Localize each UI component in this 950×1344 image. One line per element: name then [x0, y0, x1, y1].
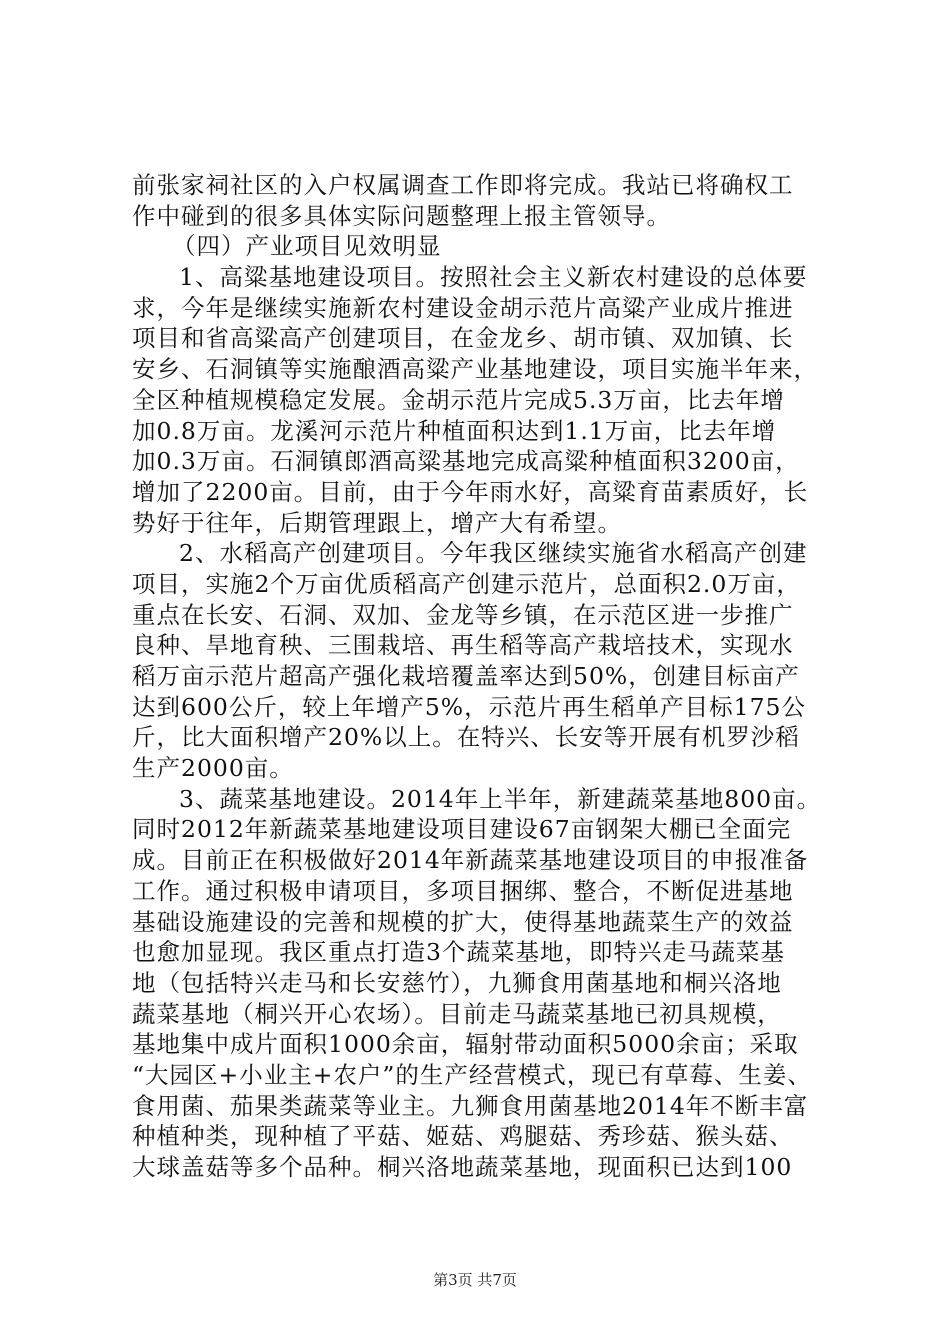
text-line: 重点在长安、石洞、双加、金龙等乡镇，在示范区进一步推广: [132, 600, 794, 629]
text-line: 增加了2200亩。目前，由于今年雨水好，高粱育苗素质好，长: [132, 477, 809, 506]
text-line: 稻万亩示范片超高产强化栽培覆盖率达到50%，创建目标亩产: [132, 662, 800, 690]
page-footer: [0, 1270, 950, 1290]
text-line: 项目，实施2个万亩优质稻高产创建示范片，总面积2.0万亩，: [132, 569, 801, 598]
text-line: 加0.3万亩。石洞镇郎酒高粱基地完成高粱种植面积3200亩，: [132, 447, 800, 476]
text-line: 前张家祠社区的入户权属调查工作即将完成。我站已将确权工: [132, 171, 794, 199]
section-heading: （四）产业项目见效明显: [172, 232, 442, 261]
text-line: 求，今年是继续实施新农村建设金胡示范片高粱产业成片推进: [132, 293, 794, 322]
text-line: 基础设施建设的完善和规模的扩大，使得基地蔬菜生产的效益: [132, 907, 794, 936]
text-line: 加0.8万亩。龙溪河示范片种植面积达到1.1万亩，比去年增: [132, 416, 777, 445]
text-line: 同时2012年新蔬菜基地建设项目建设67亩钢架大棚已全面完: [132, 815, 792, 844]
text-line: 大球盖菇等多个品种。桐兴洛地蔬菜基地，现面积已达到100: [132, 1153, 793, 1181]
text-line: 基地集中成片面积1000余亩，辐射带动面积5000余亩；采取: [132, 1030, 799, 1059]
text-line: 项目和省高粱高产创建项目，在金龙乡、胡市镇、双加镇、长: [132, 324, 794, 353]
text-line: 成。目前正在积极做好2014年新蔬菜基地建设项目的申报准备: [132, 846, 809, 875]
text-line: 良种、旱地育秧、三围栽培、再生稻等高产栽培技术，实现水: [132, 631, 794, 660]
text-line: 种植种类，现种植了平菇、姬菇、鸡腿菇、秀珍菇、猴头菇、: [132, 1122, 794, 1151]
text-line: 食用菌、茄果类蔬菜等业主。九狮食用菌基地2014年不断丰富: [132, 1091, 809, 1120]
page-number: 第3页 共7页: [433, 1271, 517, 1289]
paragraph-start: 1、高粱基地建设项目。按照社会主义新农村建设的总体要: [179, 263, 808, 292]
text-line: “大园区+小业主+农户”的生产经营模式，现已有草莓、生姜、: [132, 1060, 812, 1089]
text-line: 势好于往年，后期管理跟上，增产大有希望。: [132, 508, 622, 537]
paragraph-start: 3、蔬菜基地建设。2014年上半年，新建蔬菜基地800亩。: [179, 784, 822, 813]
paragraph-start: 2、水稻高产创建项目。今年我区继续实施省水稻高产创建: [179, 539, 808, 568]
text-line: 作中碰到的很多具体实际问题整理上报主管领导。: [132, 201, 671, 230]
text-line: 安乡、石洞镇等实施酿酒高粱产业基地建设，项目实施半年来，: [132, 355, 818, 384]
text-line: 也愈加显现。我区重点打造3个蔬菜基地，即特兴走马蔬菜基: [132, 938, 785, 967]
text-line: 蔬菜基地（桐兴开心农场）。目前走马蔬菜基地已初具规模，: [132, 999, 782, 1028]
text-line: 达到600公斤，较上年增产5%，示范片再生稻单产目标175公: [132, 692, 806, 721]
text-line: 全区种植规模稳定发展。金胡示范片完成5.3万亩，比去年增: [132, 385, 785, 414]
text-line: 工作。通过积极申请项目，多项目捆绑、整合，不断促进基地: [132, 876, 794, 905]
text-line: 生产2000亩。: [132, 754, 294, 783]
document-body: [132, 170, 832, 1183]
text-line: 斤，比大面积增产20%以上。在特兴、长安等开展有机罗沙稻: [132, 723, 800, 752]
text-line: 地（包括特兴走马和长安慈竹），九狮食用菌基地和桐兴洛地: [132, 968, 782, 997]
